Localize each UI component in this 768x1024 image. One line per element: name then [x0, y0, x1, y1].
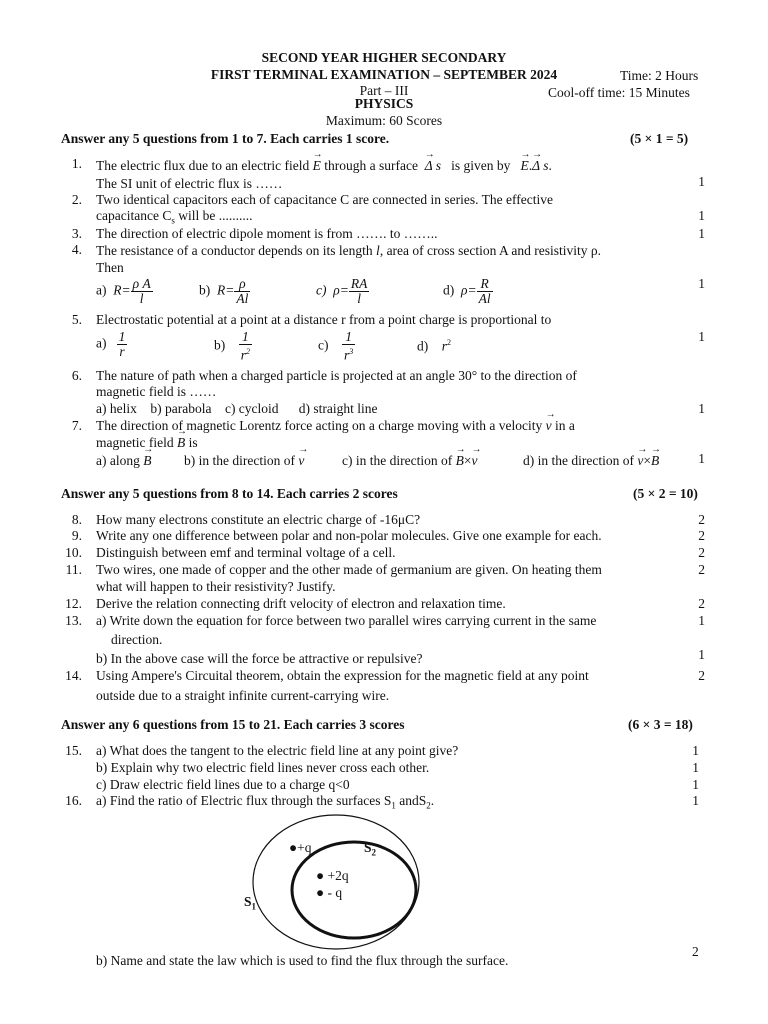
- q13-a-line2: direction.: [111, 632, 163, 647]
- q1-line2: The SI unit of electric flux is ……: [96, 176, 283, 191]
- q14-number: 14.: [65, 668, 82, 683]
- q14-marks: 2: [698, 668, 705, 683]
- q3-text: The direction of electric dipole moment is from ……. to ……..: [96, 226, 438, 241]
- q7-option-d: d) in the direction of → v×→ B: [523, 453, 659, 469]
- q9-number: 9.: [71, 528, 82, 543]
- q2-number: 2.: [71, 192, 82, 207]
- q16-b: b) Name and state the law which is used to find the flux through the surface.: [96, 953, 509, 968]
- q7-line2: magnetic field → B is: [96, 435, 198, 451]
- page-number: 2: [692, 944, 699, 959]
- q14-line2: outside due to a straight infinite current-carrying wire.: [96, 688, 390, 703]
- q3-number: 3.: [71, 226, 82, 241]
- charge-minus-q: ● - q: [316, 885, 343, 900]
- q7-option-c: c) in the direction of → B×→ v: [342, 453, 477, 469]
- q5-marks: 1: [698, 329, 705, 344]
- cool-off-label: Cool-off time: 15 Minutes: [548, 85, 690, 100]
- q1-number: 1.: [71, 156, 82, 171]
- q6-line1: The nature of path when a charged particle is projected at an angle 30° to the direction of: [96, 368, 577, 383]
- charge-plus-2q: ● +2q: [316, 868, 349, 883]
- q15-number: 15.: [65, 743, 82, 758]
- label-s2: $S_2$: [364, 840, 377, 858]
- section-3-marks: (6 × 3 = 18): [628, 717, 693, 732]
- vector-ds-dot: → Δ s: [532, 158, 548, 174]
- q16-a-marks: 1: [692, 793, 699, 808]
- q15-c-marks: 1: [692, 777, 699, 792]
- q11-number: 11.: [65, 562, 82, 577]
- q6-marks: 1: [698, 401, 705, 416]
- q3-marks: 1: [698, 226, 705, 241]
- q6-line2: magnetic field is ……: [96, 384, 217, 399]
- q2-marks: 1: [698, 208, 705, 223]
- q5-option-b: b) $\frac{1}{r^2}$: [214, 329, 251, 363]
- q11-marks: 2: [698, 562, 705, 577]
- q8-text: How many electrons constitute an electric charge of -16μC?: [96, 512, 421, 527]
- q15-b: b) Explain why two electric field lines never cross each other.: [96, 760, 430, 775]
- section-2-title: Answer any 5 questions from 8 to 14. Each carries 2 scores: [61, 486, 398, 501]
- exam-subtitle: FIRST TERMINAL EXAMINATION – SEPTEMBER 2024: [210, 67, 558, 82]
- q4-marks: 1: [698, 276, 705, 291]
- q6-number: 6.: [71, 368, 82, 383]
- q2-line2: capacitance $C_s$ will be ..........: [96, 208, 253, 226]
- charge-plus-q: ●+q: [289, 840, 312, 855]
- q5-option-d: d) $r^2$: [417, 338, 452, 354]
- section-1-title: Answer any 5 questions from 1 to 7. Each carries 1 score.: [61, 131, 390, 146]
- max-scores: Maximum: 60 Scores: [325, 113, 443, 128]
- exam-part: Part – III: [359, 83, 409, 98]
- q7-marks: 1: [698, 451, 705, 466]
- q7-number: 7.: [71, 418, 82, 433]
- q16-a: a) Find the ratio of Electric flux through the surfaces $S_1$ andS$_2$.: [96, 793, 435, 811]
- q13-number: 13.: [65, 613, 82, 628]
- q8-marks: 2: [698, 512, 705, 527]
- q15-c: c) Draw electric field lines due to a charge q<0: [96, 777, 350, 792]
- vector-v: → v: [546, 418, 552, 434]
- q5-option-a: a) $\frac{1}{r}$: [96, 329, 126, 359]
- q5-number: 5.: [71, 312, 82, 327]
- label-s1: $S_1$: [244, 894, 257, 912]
- q10-marks: 2: [698, 545, 705, 560]
- q11-line1: Two wires, one made of copper and the other made of germanium are given. On heating them: [96, 562, 602, 577]
- q1-text: The electric flux due to an electric field → E through a surface → Δ s is given by → E.→ Δ s.: [96, 158, 552, 174]
- q4-option-b: b) R= $\frac{\rho}{Al}$: [199, 276, 249, 306]
- q5-text: Electrostatic potential at a point at a distance r from a point charge is proportional to: [96, 312, 552, 327]
- exam-title: SECOND YEAR HIGHER SECONDARY: [261, 50, 507, 65]
- q13-b-marks: 1: [698, 647, 705, 662]
- q7-option-a: a) along → B: [96, 453, 151, 469]
- q12-marks: 2: [698, 596, 705, 611]
- exam-subject: PHYSICS: [354, 96, 414, 111]
- vector-e-dot: → E: [521, 158, 529, 174]
- q11-line2: what will happen to their resistivity? Justify.: [96, 579, 336, 594]
- q14-line1: Using Ampere's Circuital theorem, obtain the expression for the magnetic field at any point: [96, 668, 589, 683]
- q1-marks: 1: [698, 174, 705, 189]
- q7-line1: The direction of magnetic Lorentz force acting on a charge moving with a velocity → v in a: [96, 418, 575, 434]
- surface-s2-inner-circle: [292, 842, 416, 938]
- q4-number: 4.: [71, 242, 82, 257]
- q4-option-d: d) ρ= $\frac{R}{Al}$: [443, 276, 491, 306]
- q15-a: a) What does the tangent to the electric field line at any point give?: [96, 743, 459, 758]
- q13-b: b) In the above case will the force be attractive or repulsive?: [96, 651, 423, 666]
- q9-text: Write any one difference between polar and non-polar molecules. Give one example for each.: [96, 528, 602, 543]
- q6-options: a) helix b) parabola c) cycloid d) straight line: [96, 401, 378, 416]
- q4-option-a: a) R= $\frac{\text{ρ A}}{l}$: [96, 276, 151, 306]
- q7-option-b: b) in the direction of → v: [184, 453, 304, 469]
- section-2-marks: (5 × 2 = 10): [633, 486, 698, 501]
- section-3-title: Answer any 6 questions from 15 to 21. Each carries 3 scores: [61, 717, 405, 732]
- q10-number: 10.: [65, 545, 82, 560]
- q4-line2: Then: [96, 260, 124, 275]
- q12-number: 12.: [65, 596, 82, 611]
- q13-a-marks: 1: [698, 613, 705, 628]
- vector-e: → E: [313, 158, 321, 174]
- q2-line1: Two identical capacitors each of capacitance C are connected in series. The effective: [96, 192, 553, 207]
- time-label: Time: 2 Hours: [620, 68, 699, 83]
- q4-option-c: c) ρ= $\frac{RA}{l}$: [316, 276, 368, 306]
- q10-text: Distinguish between emf and terminal voltage of a cell.: [96, 545, 396, 560]
- q8-number: 8.: [71, 512, 82, 527]
- vector-ds: → Δ s: [425, 158, 441, 174]
- q13-a-line1: a) Write down the equation for force between two parallel wires carrying current in the same: [96, 613, 597, 628]
- vector-b: → B: [177, 435, 185, 451]
- q12-text: Derive the relation connecting drift velocity of electron and relaxation time.: [96, 596, 506, 611]
- q16-number: 16.: [65, 793, 82, 808]
- q9-marks: 2: [698, 528, 705, 543]
- q15-a-marks: 1: [692, 743, 699, 758]
- section-1-marks: (5 × 1 = 5): [630, 131, 689, 146]
- q15-b-marks: 1: [692, 760, 699, 775]
- q5-option-c: c) $\frac{1}{r^3}$: [318, 329, 354, 363]
- q4-line1: The resistance of a conductor depends on its length l, area of cross section A and resistivity ρ.: [96, 243, 602, 258]
